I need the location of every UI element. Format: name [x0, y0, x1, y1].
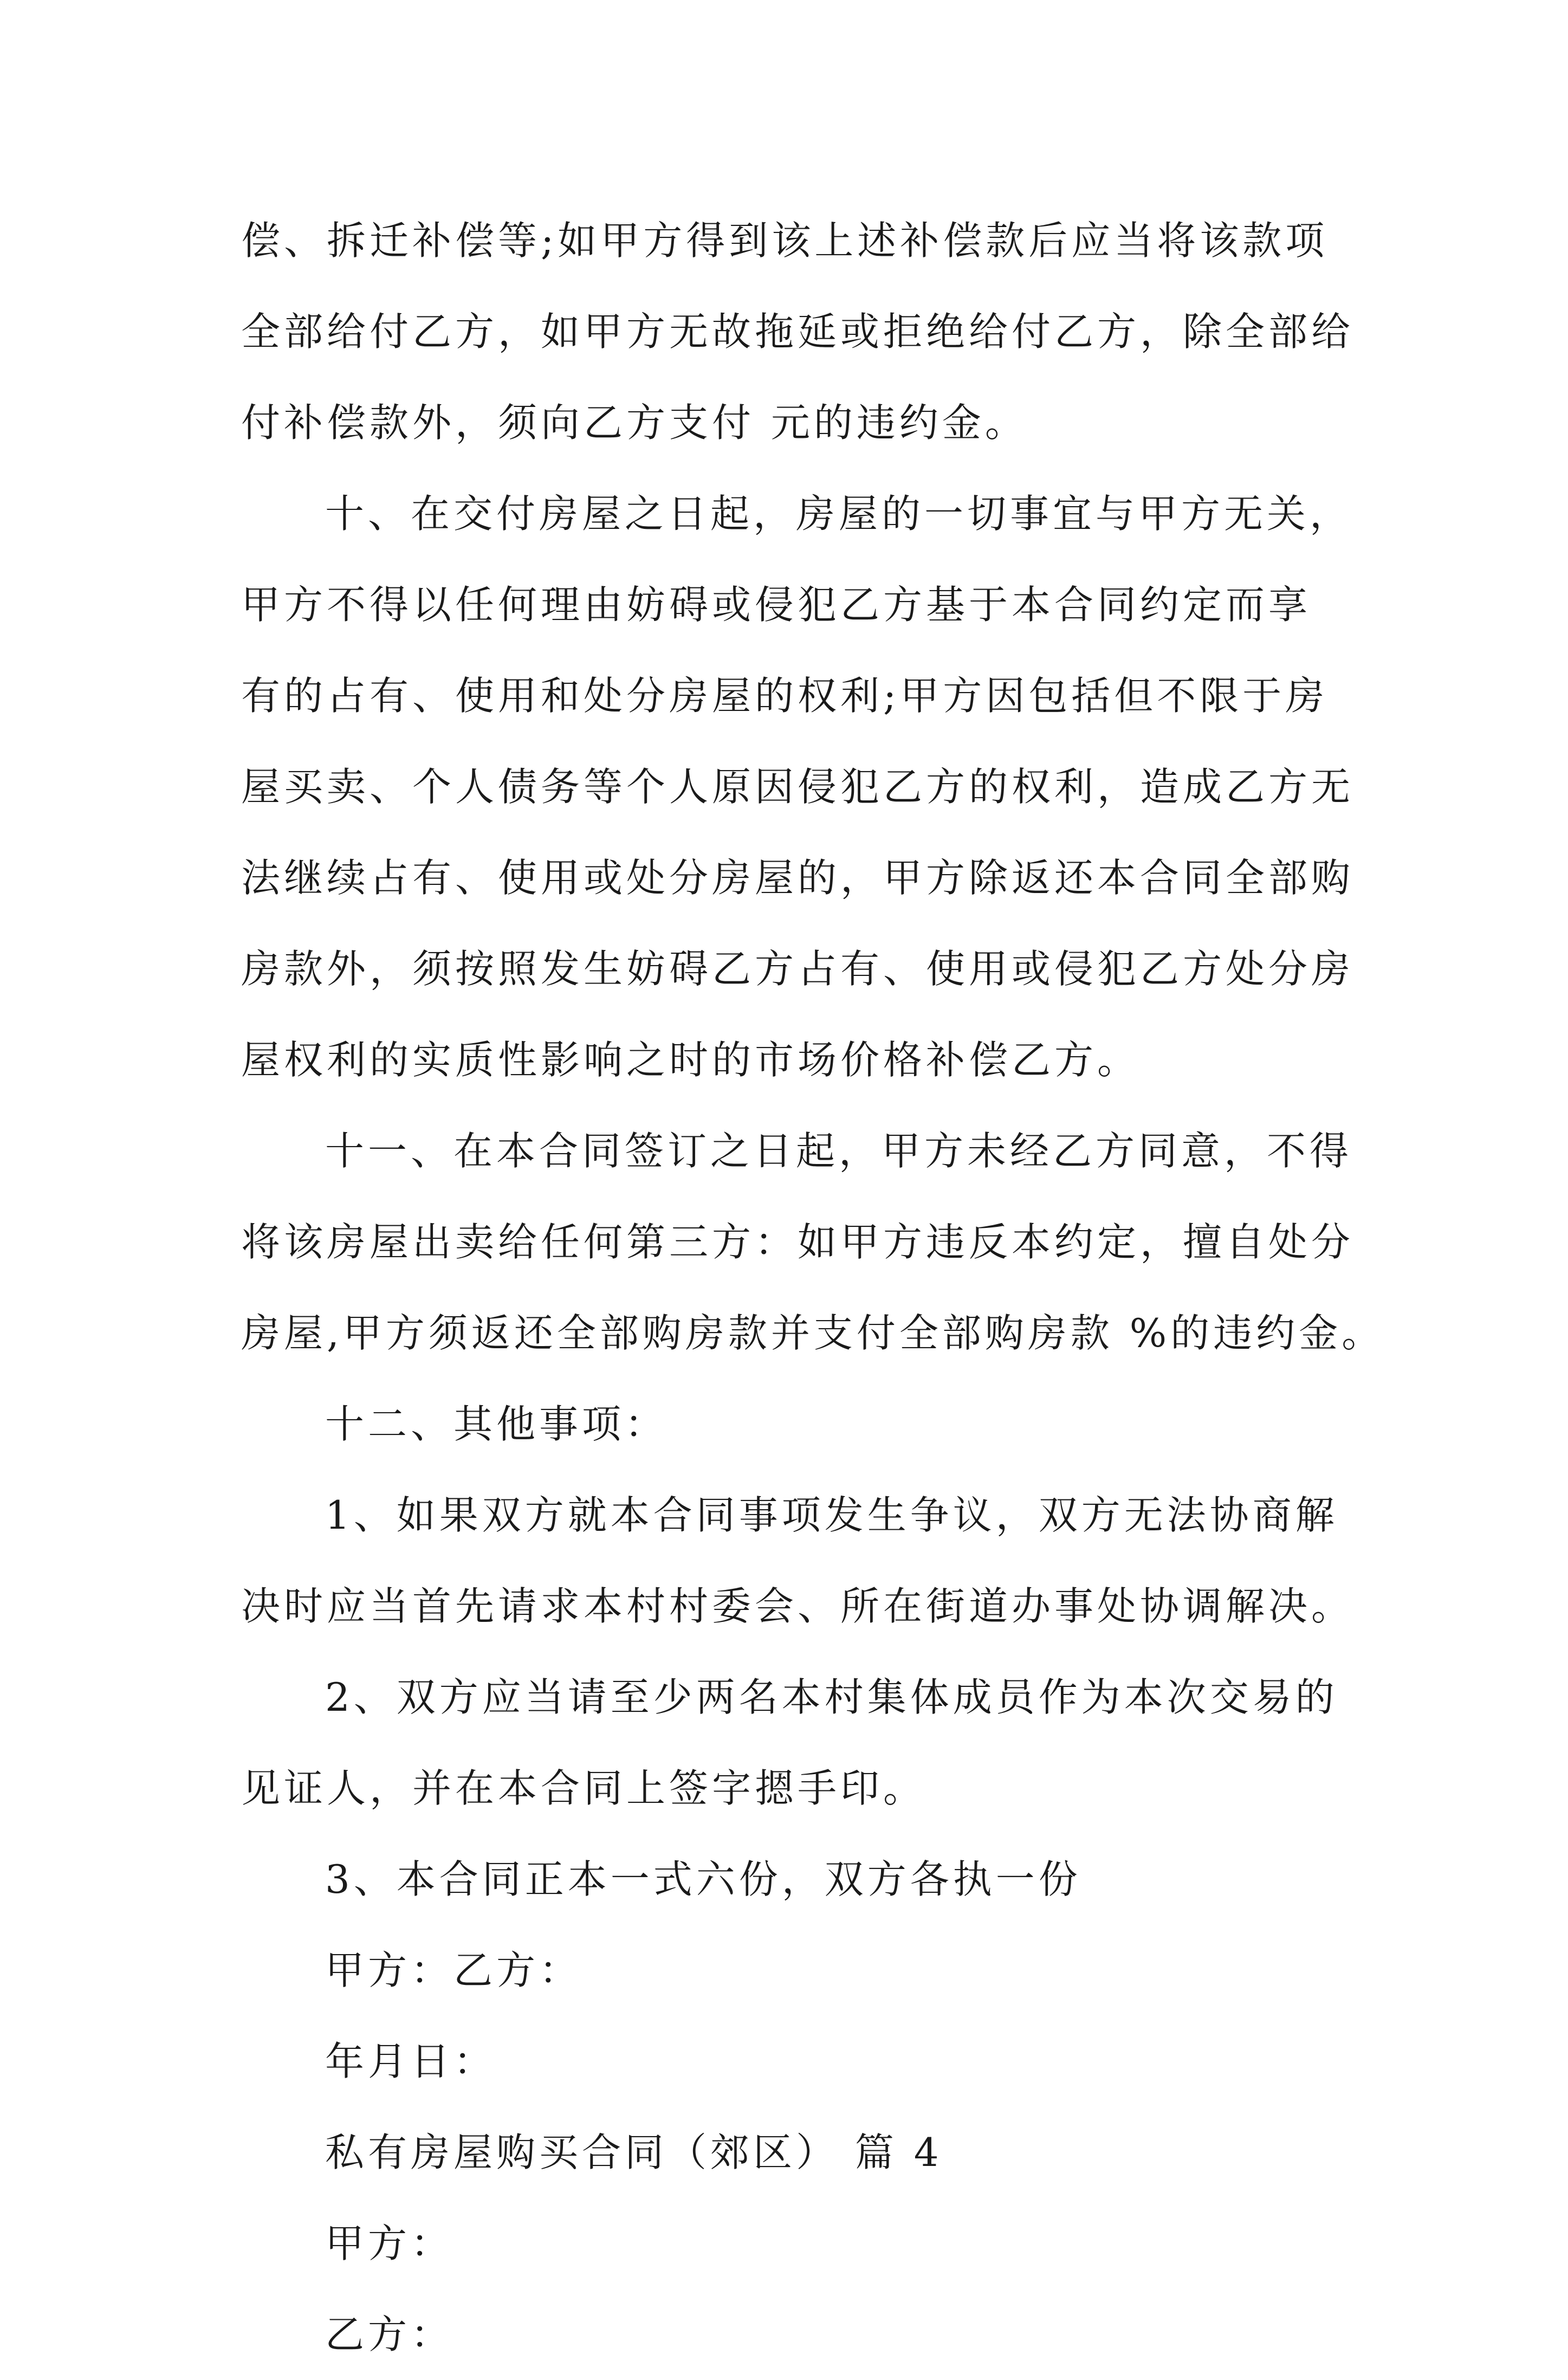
text-line: 有的占有、使用和处分房屋的权利;甲方因包括但不限于房: [241, 673, 1329, 719]
document-body: [241, 195, 1385, 2380]
item-two-start: 2、双方应当请至少两名本村集体成员作为本次交易的: [325, 1674, 1338, 1720]
text-line: 偿、拆迁补偿等;如甲方得到该上述补偿款后应当将该款项: [241, 218, 1329, 263]
text-line: 见证人，并在本合同上签字摁手印。: [241, 1765, 926, 1811]
text-line: 全部给付乙方，如甲方无故拖延或拒绝给付乙方，除全部给: [241, 309, 1355, 354]
item-three: 3、本合同正本一式六份，双方各执一份: [325, 1857, 1081, 1902]
text-line: 将该房屋出卖给任何第三方：如甲方违反本约定，擅自处分: [241, 1219, 1355, 1265]
text-line: 房屋,甲方须返还全部购房款并支付全部购房款 %的违约金。: [241, 1310, 1385, 1356]
section-title: 私有房屋购买合同（郊区） 篇 4: [325, 2130, 943, 2175]
party-b-label: 乙方：: [325, 2312, 454, 2357]
party-a-label: 甲方：: [325, 2221, 454, 2266]
item-one-start: 1、如果双方就本合同事项发生争议，双方无法协商解: [325, 1492, 1338, 1538]
text-line: 屋权利的实质性影响之时的市场价格补偿乙方。: [241, 1037, 1141, 1083]
text-line: 法继续占有、使用或处分房屋的，甲方除返还本合同全部购: [241, 855, 1355, 901]
clause-twelve-heading: 十二、其他事项：: [325, 1401, 668, 1447]
text-line: 决时应当首先请求本村村委会、所在街道办事处协调解决。: [241, 1583, 1355, 1629]
text-line: 付补偿款外，须向乙方支付 元的违约金。: [241, 400, 1028, 445]
clause-eleven-start: 十一、在本合同签订之日起，甲方未经乙方同意，不得: [325, 1128, 1353, 1174]
text-line: 屋买卖、个人债务等个人原因侵犯乙方的权利，造成乙方无: [241, 764, 1355, 810]
signature-date: 年月日：: [325, 2039, 497, 2084]
text-line: 房款外，须按照发生妨碍乙方占有、使用或侵犯乙方处分房: [241, 946, 1355, 992]
signature-parties: 甲方：乙方：: [325, 1948, 582, 1993]
text-line: 甲方不得以任何理由妨碍或侵犯乙方基于本合同约定而享: [241, 582, 1312, 628]
clause-ten-start: 十、在交付房屋之日起，房屋的一切事宜与甲方无关，: [325, 491, 1353, 536]
